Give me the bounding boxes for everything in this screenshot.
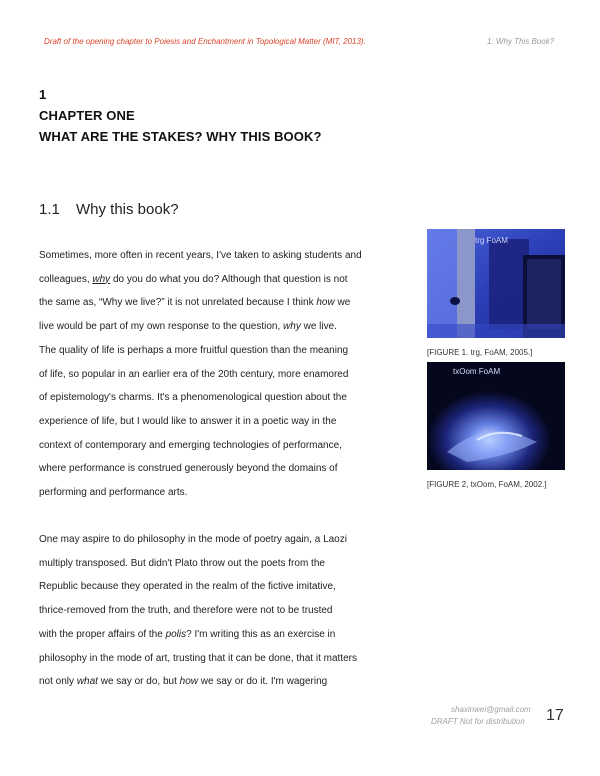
figure-1-caption: [FIGURE 1. trg, FoAM, 2005.] — [427, 348, 533, 357]
footer-email: shaxinwei@gmail.com — [451, 705, 531, 714]
paragraph-line — [39, 575, 357, 599]
text-run: One may aspire to do philosophy in the mode of poetry again, a Laozi — [39, 534, 347, 545]
paragraph-line — [39, 386, 362, 410]
paragraph-line — [39, 363, 362, 387]
footer-draft-notice: DRAFT Not for distribution — [431, 717, 525, 726]
paragraph-line — [39, 315, 362, 339]
figure-2-image — [427, 362, 565, 470]
section-title: Why this book? — [76, 201, 179, 218]
chapter-heading — [39, 84, 322, 147]
emphasized-word: why — [283, 321, 301, 333]
paragraph-line — [39, 291, 362, 315]
text-run: The quality of life is perhaps a more fruitful question than the meaning — [39, 344, 349, 356]
paragraph-line — [39, 647, 357, 671]
paragraph-line — [39, 670, 357, 694]
section-heading — [39, 201, 179, 218]
running-header-title: Draft of the opening chapter to Poiesis and Enchantment in Topological Matter (MIT, 2013). — [44, 37, 366, 46]
figure-2-overlay-text: txOom FoAM — [453, 367, 501, 376]
text-run: live would be part of my own response to the question, — [39, 321, 284, 333]
text-run: we say or do it. I'm wagering — [198, 676, 328, 688]
paragraph-line — [39, 623, 357, 647]
paragraph-line — [39, 481, 362, 505]
chapter-number: 1 — [39, 87, 47, 102]
text-run: of life, so popular in an earlier era of the 20th century, more enamored — [39, 368, 349, 380]
emphasized-word: how — [179, 676, 199, 688]
text-run: do you do what you do? Although that question is not — [110, 273, 348, 285]
paragraph-line — [39, 244, 362, 268]
text-run: we live. — [300, 321, 337, 333]
figure-2 — [427, 362, 565, 489]
paragraph-line — [39, 528, 357, 552]
text-run: the same as, “Why we live?” it is not unrelated because I think — [39, 297, 317, 309]
paragraph-line — [39, 434, 362, 458]
figure-1-overlay-text: trg FoAM — [475, 236, 508, 245]
paragraph-line — [39, 457, 362, 481]
paragraph-line — [39, 599, 357, 623]
paragraph-line — [39, 339, 362, 363]
emphasized-word: what — [76, 676, 98, 688]
text-run: thrice-removed from the truth, and therefore were not to be trusted — [39, 605, 333, 617]
paragraph-line — [39, 552, 357, 576]
section-number: 1.1 — [39, 201, 60, 218]
text-run: colleagues, — [39, 273, 93, 285]
emphasized-word: how — [316, 297, 335, 309]
page-number: 17 — [546, 707, 564, 724]
running-header-chapter: 1: Why This Book? — [487, 37, 555, 46]
text-run: Sometimes, more often in recent years, I've taken to asking students and — [39, 250, 362, 261]
figure-2-caption: [FIGURE 2, txOom, FoAM, 2002.] — [427, 480, 547, 489]
text-run: not only — [39, 676, 77, 688]
emphasized-word: polis — [165, 628, 187, 640]
chapter-subtitle: WHAT ARE THE STAKES? WHY THIS BOOK? — [39, 129, 322, 144]
text-run: experience of life, but I would like to answer it in a poetic way in the — [39, 415, 337, 427]
text-run: with the proper affairs of the — [39, 628, 166, 640]
text-run: we say or do, but — [97, 676, 180, 688]
text-run: multiply transposed. But didn't Plato throw out the poets from the — [39, 557, 325, 569]
text-run: performing and performance arts. — [39, 487, 188, 499]
text-run: ? I'm writing this as an exercise in — [186, 628, 336, 640]
text-run: we — [334, 297, 351, 309]
text-run: philosophy in the mode of art, trusting that it can be done, that it matters — [39, 652, 357, 664]
body-paragraph-1 — [39, 244, 362, 505]
body-paragraph-2 — [39, 528, 357, 694]
figure-1 — [427, 229, 565, 357]
text-run: Republic because they operated in the realm of the fictive imitative, — [39, 581, 336, 593]
chapter-title: CHAPTER ONE — [39, 108, 135, 123]
text-run: of epistemology's charms. It's a phenomenological question about the — [39, 392, 347, 404]
text-run: context of contemporary and emerging technologies of performance, — [39, 439, 342, 451]
figure-1-image — [427, 229, 565, 338]
text-run: where performance is construed generously beyond the domains of — [39, 463, 338, 475]
emphasized-word: why — [92, 273, 111, 285]
paragraph-line — [39, 268, 362, 292]
paragraph-line — [39, 410, 362, 434]
